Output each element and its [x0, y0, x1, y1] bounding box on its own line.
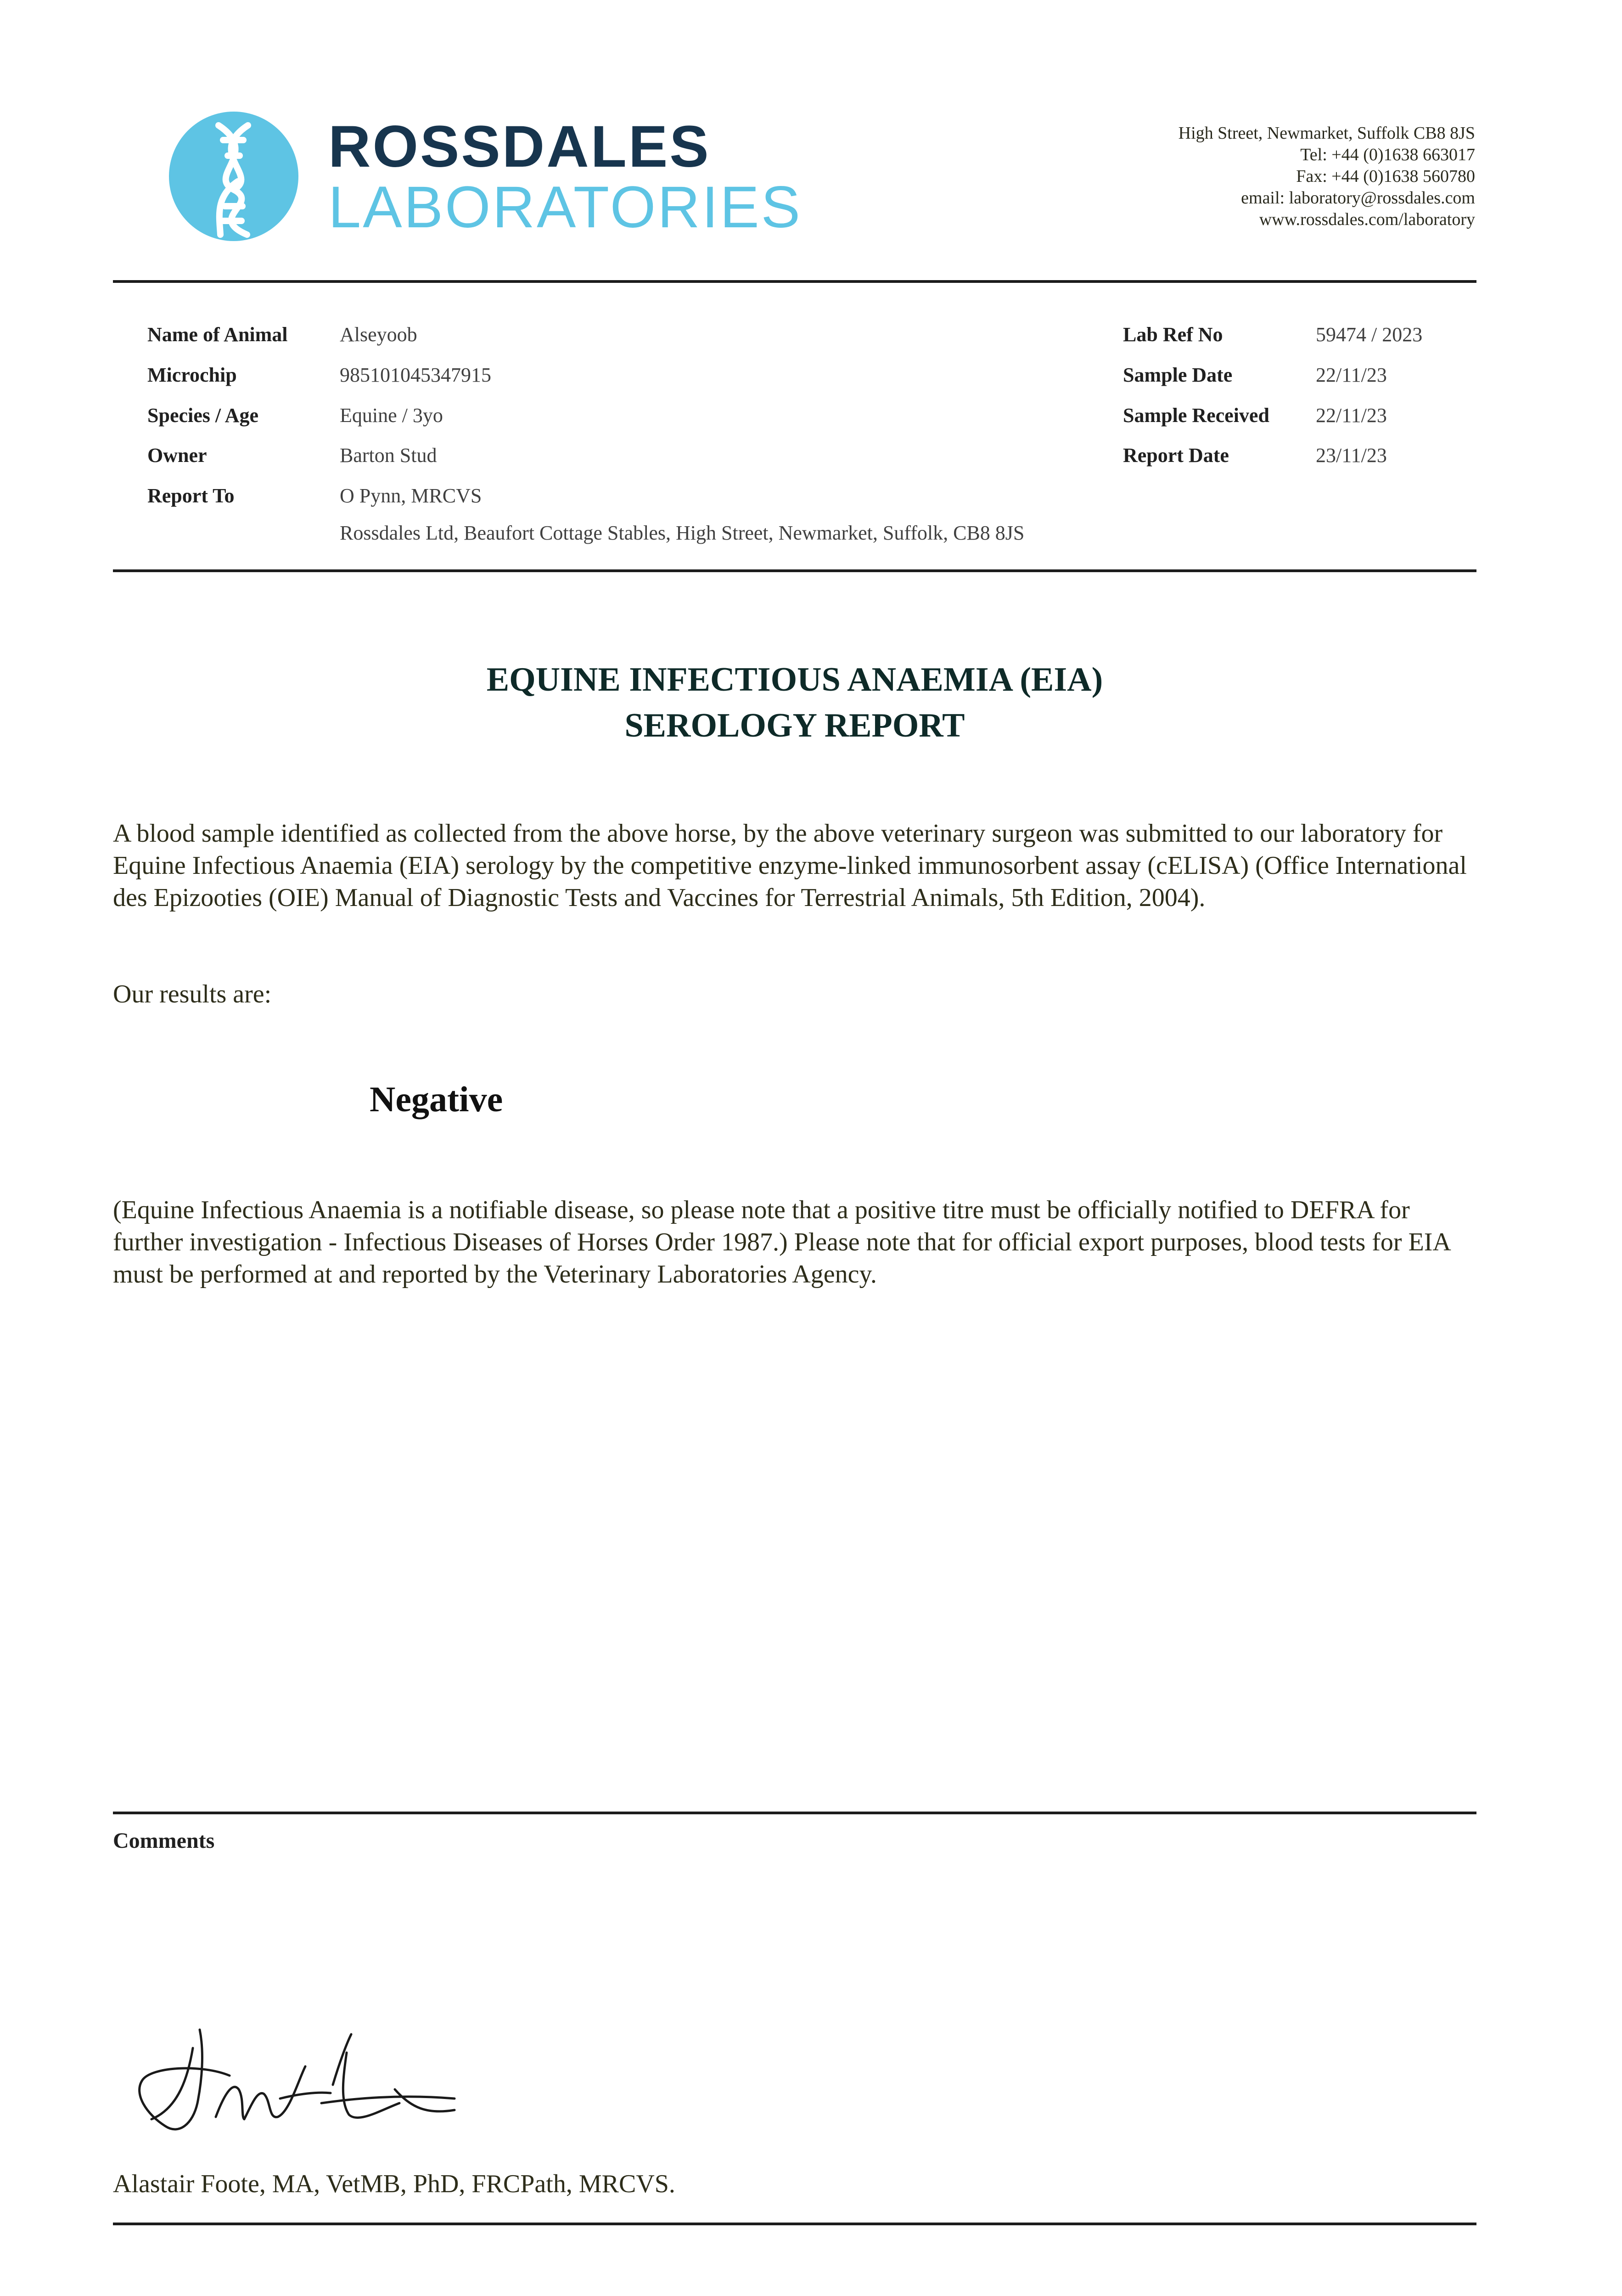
- brand-subname: LABORATORIES: [328, 174, 802, 240]
- header-divider: [113, 280, 1476, 283]
- report-to-address: Rossdales Ltd, Beaufort Cottage Stables, High Street, Newmarket, Suffolk, CB8 8JS: [340, 522, 1025, 544]
- comments-label: Comments: [113, 1829, 215, 1853]
- dna-helix-icon: [169, 112, 298, 241]
- intro-paragraph: A blood sample identified as collected from the above horse, by the above veterinary surgeon was submitted to our laboratory for Equine Infectious Anaemia (EIA) serology by the competitive enzyme-linked immunosorbent assay (cELISA) (Office International des Epizooties (OIE) Manual of Diagnostic Tests and Vaccines for Terrestrial Animals, 5th Edition, 2004).: [113, 819, 1467, 912]
- name-of-animal-label: Name of Animal: [147, 323, 288, 346]
- results-intro: Our results are:: [113, 980, 272, 1008]
- sample-received-label: Sample Received: [1123, 404, 1269, 427]
- lab-ref-label: Lab Ref No: [1123, 323, 1223, 346]
- report-date-label: Report Date: [1123, 444, 1229, 467]
- microchip-value: 985101045347915: [340, 364, 491, 386]
- report-date-value: 23/11/23: [1316, 444, 1387, 467]
- species-age-label: Species / Age: [147, 404, 258, 427]
- microchip-label: Microchip: [147, 364, 237, 386]
- signature-image: [124, 2020, 473, 2142]
- owner-label: Owner: [147, 444, 207, 467]
- report-title: [113, 657, 1476, 748]
- lab-ref-value: 59474 / 2023: [1316, 323, 1423, 346]
- sample-date-label: Sample Date: [1123, 364, 1233, 386]
- report-to-label: Report To: [147, 484, 235, 507]
- footer-divider: [113, 2223, 1476, 2225]
- contact-web: www.rossdales.com/laboratory: [1259, 210, 1475, 229]
- contact-email: email: laboratory@rossdales.com: [1241, 188, 1475, 208]
- comments-divider: [113, 1812, 1476, 1814]
- contact-tel: Tel: +44 (0)1638 663017: [1300, 145, 1475, 164]
- sample-date-value: 22/11/23: [1316, 364, 1387, 386]
- contact-fax: Fax: +44 (0)1638 560780: [1296, 167, 1475, 186]
- report-to-value: O Pynn, MRCVS: [340, 484, 482, 507]
- sample-received-value: 22/11/23: [1316, 404, 1387, 427]
- report-title-line1: EQUINE INFECTIOUS ANAEMIA (EIA): [486, 661, 1103, 698]
- contact-address: High Street, Newmarket, Suffolk CB8 8JS: [1178, 124, 1475, 143]
- report-title-line2: SEROLOGY REPORT: [624, 707, 965, 744]
- brand-name: ROSSDALES: [328, 114, 711, 180]
- info-divider: [113, 569, 1476, 572]
- species-age-value: Equine / 3yo: [340, 404, 443, 427]
- signer-name: Alastair Foote, MA, VetMB, PhD, FRCPath, MRCVS.: [113, 2170, 675, 2198]
- contact-block: [1179, 123, 1475, 231]
- owner-value: Barton Stud: [340, 444, 437, 467]
- notifiable-note: (Equine Infectious Anaemia is a notifiable disease, so please note that a positive titre must be officially notified to DEFRA for further investigation - Infectious Diseases of Horses Order 1987.) Please note that for official export purposes, blood tests for EIA must be performed at and reported by the Veterinary Laboratories Agency.: [113, 1196, 1450, 1289]
- name-of-animal-value: Alseyoob: [340, 323, 417, 346]
- test-result: Negative: [370, 1079, 503, 1119]
